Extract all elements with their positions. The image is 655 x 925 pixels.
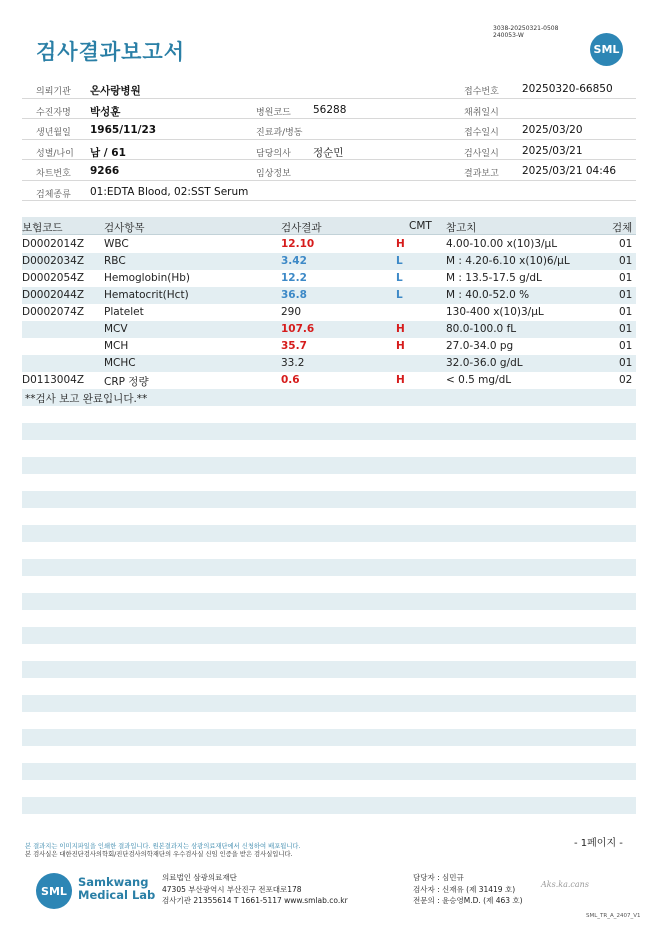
results-table-body: [22, 236, 636, 389]
empty-row: [22, 423, 636, 440]
specimen-code: 02: [619, 374, 633, 386]
specimen-code: 01: [619, 238, 633, 250]
test-result: 107.6: [281, 323, 315, 335]
test-item: CRP 정량: [104, 376, 149, 388]
patient-value: 박성훈: [90, 105, 121, 118]
result-flag: H: [396, 374, 405, 386]
table-row: [22, 253, 636, 270]
test-date-value: 2025/03/21: [522, 144, 583, 157]
signature: Aks.ka.cans: [541, 880, 589, 889]
address: 47305 부산광역시 부산진구 전포대로178: [162, 884, 302, 894]
document-number-line1: 3038-20250321-0508: [493, 25, 559, 32]
empty-row: [22, 457, 636, 474]
result-flag: L: [396, 255, 403, 267]
document-number: [493, 25, 558, 39]
receipt-no-value: 20250320-66850: [522, 83, 613, 95]
empty-row: [22, 627, 636, 644]
doctor-value: 정순민: [313, 146, 344, 159]
info-row: [22, 181, 636, 202]
test-item: Platelet: [104, 306, 144, 318]
header-specimen: 검체: [612, 222, 633, 234]
result-flag: L: [396, 272, 403, 284]
info-row: [22, 160, 636, 181]
header-cmt: CMT: [409, 220, 432, 232]
specimen-code: 01: [619, 255, 633, 267]
company-address-block: [162, 872, 348, 907]
page-title: 검사결과보고서: [36, 40, 186, 64]
test-result: 12.2: [281, 272, 307, 284]
test-code: D0002034Z: [22, 255, 85, 267]
reference-range: 32.0-36.0 g/dL: [446, 357, 523, 369]
sex-age-label: 성별/나이: [36, 148, 74, 159]
notice-line-2: 본 검사실은 대한진단검사의학회/진단검사의학재단의 우수검사실 신임 인증을 받은 검사실입니다.: [25, 851, 293, 858]
result-flag: L: [396, 289, 403, 301]
test-result: 12.10: [281, 238, 315, 250]
table-row: [22, 338, 636, 355]
empty-row: [22, 525, 636, 542]
result-flag: H: [396, 323, 405, 335]
reference-range: 4.00-10.00 x(10)3/μL: [446, 238, 558, 250]
patient-label: 수진자명: [36, 107, 71, 118]
sml-logo: SML: [590, 33, 623, 66]
specimen-code: 01: [619, 272, 633, 284]
test-item: MCHC: [104, 357, 136, 369]
tester: 검사자 : 신재유 (제 31419 호): [413, 884, 516, 894]
test-result: 290: [281, 306, 302, 318]
specimen-type-label: 검체종류: [36, 189, 71, 200]
completion-note: **검사 보고 완료입니다.**: [25, 393, 148, 405]
reference-range: M : 4.20-6.10 x(10)6/μL: [446, 255, 570, 267]
footer-notice: [25, 843, 301, 859]
company-name-line2: Medical Lab: [78, 888, 156, 902]
hospital-code-value: 56288: [313, 103, 347, 116]
test-code: D0002054Z: [22, 272, 85, 284]
test-code: D0002014Z: [22, 238, 85, 250]
doctor-label: 담당의사: [256, 148, 291, 159]
empty-row: [22, 763, 636, 780]
info-row: [22, 99, 636, 120]
table-row: [22, 236, 636, 253]
receipt-date-value: 2025/03/20: [522, 124, 583, 136]
specimen-code: 01: [619, 323, 633, 335]
test-result: 0.6: [281, 374, 300, 386]
birth-label: 생년월일: [36, 128, 71, 138]
sex-age-value: 남 / 61: [90, 146, 126, 159]
hospital-code-label: 병원코드: [256, 107, 291, 118]
org-name: 의료법인 삼광의료재단: [162, 873, 237, 882]
test-code: D0113004Z: [22, 374, 85, 386]
specimen-code: 01: [619, 357, 633, 369]
birth-value: 1965/11/23: [90, 124, 157, 136]
table-row: [22, 270, 636, 287]
empty-row: [22, 559, 636, 576]
info-row: [22, 78, 636, 99]
report-value: 2025/03/21 04:46: [522, 165, 617, 177]
specialist: 전문의 : 윤승영M.D. (제 463 호): [413, 896, 523, 905]
test-item: MCH: [104, 340, 129, 352]
results-table-header: [22, 217, 636, 235]
reference-range: 80.0-100.0 fL: [446, 323, 517, 335]
company-name: [78, 876, 158, 902]
empty-row: [22, 593, 636, 610]
table-row: [22, 287, 636, 304]
empty-row: [22, 661, 636, 678]
test-result: 36.8: [281, 289, 307, 301]
test-item: RBC: [104, 255, 126, 267]
result-flag: H: [396, 340, 405, 352]
page-number: - 1페이지 -: [574, 838, 623, 849]
specimen-code: 01: [619, 340, 633, 352]
empty-row: [22, 729, 636, 746]
reference-range: 130-400 x(10)3/μL: [446, 306, 544, 318]
report-label: 결과보고: [464, 169, 499, 179]
empty-row: [22, 797, 636, 814]
specimen-code: 01: [619, 306, 633, 318]
test-result: 3.42: [281, 255, 307, 267]
table-row: [22, 304, 636, 321]
notice-line-1: 본 결과지는 이미지파일을 인쇄한 결과입니다. 원본결과지는 삼광의료재단에서 신청하여 배포됩니다.: [25, 843, 301, 850]
receipt-date-label: 접수일시: [464, 128, 499, 138]
test-item: WBC: [104, 238, 129, 250]
reference-range: M : 40.0-52.0 %: [446, 289, 530, 301]
test-code: D0002074Z: [22, 306, 85, 318]
institution-value: 온사랑병원: [90, 85, 141, 97]
completion-note-row: [22, 389, 636, 406]
test-date-label: 검사일시: [464, 148, 499, 159]
header-item: 검사항목: [104, 222, 145, 234]
chart-no-label: 차트번호: [36, 169, 71, 179]
test-item: Hemoglobin(Hb): [104, 272, 191, 284]
table-row: [22, 355, 636, 372]
specimen-code: 01: [619, 289, 633, 301]
dept-label: 진료과/병동: [256, 128, 303, 138]
test-code: D0002044Z: [22, 289, 85, 301]
reference-range: < 0.5 mg/dL: [446, 374, 512, 386]
receipt-no-label: 접수번호: [464, 87, 499, 97]
reference-range: M : 13.5-17.5 g/dL: [446, 272, 542, 284]
info-row: [22, 119, 636, 140]
header-code: 보험코드: [22, 222, 63, 234]
header-reference: 참고치: [446, 222, 477, 234]
footer-logo-mark: SML: [36, 873, 72, 909]
test-result: 33.2: [281, 357, 305, 369]
signatory-block: [413, 872, 523, 907]
test-item: Hematocrit(Hct): [104, 289, 189, 301]
header-result: 검사결과: [281, 222, 322, 234]
contact: 검사기관 21355614 T 1661-5117 www.smlab.co.kr: [162, 896, 348, 905]
test-item: MCV: [104, 323, 128, 335]
specimen-type-value: 01:EDTA Blood, 02:SST Serum: [90, 185, 249, 198]
table-row: [22, 372, 636, 389]
collect-date-label: 채취일시: [464, 107, 499, 118]
staff-in-charge: 담당자 : 심민규: [413, 873, 464, 882]
reference-range: 27.0-34.0 pg: [446, 340, 514, 352]
patient-info-grid: [22, 78, 636, 201]
chart-no-value: 9266: [90, 165, 120, 177]
clinical-label: 임상정보: [256, 169, 291, 179]
institution-label: 의뢰기관: [36, 87, 71, 97]
info-row: [22, 140, 636, 161]
result-flag: H: [396, 238, 405, 250]
company-name-line1: Samkwang: [78, 875, 149, 889]
empty-row: [22, 695, 636, 712]
test-result: 35.7: [281, 340, 307, 352]
form-code: SML_TR_A_2407_V1: [586, 913, 641, 919]
empty-row: [22, 491, 636, 508]
document-number-line2: 240053-W: [493, 32, 524, 39]
table-row: [22, 321, 636, 338]
